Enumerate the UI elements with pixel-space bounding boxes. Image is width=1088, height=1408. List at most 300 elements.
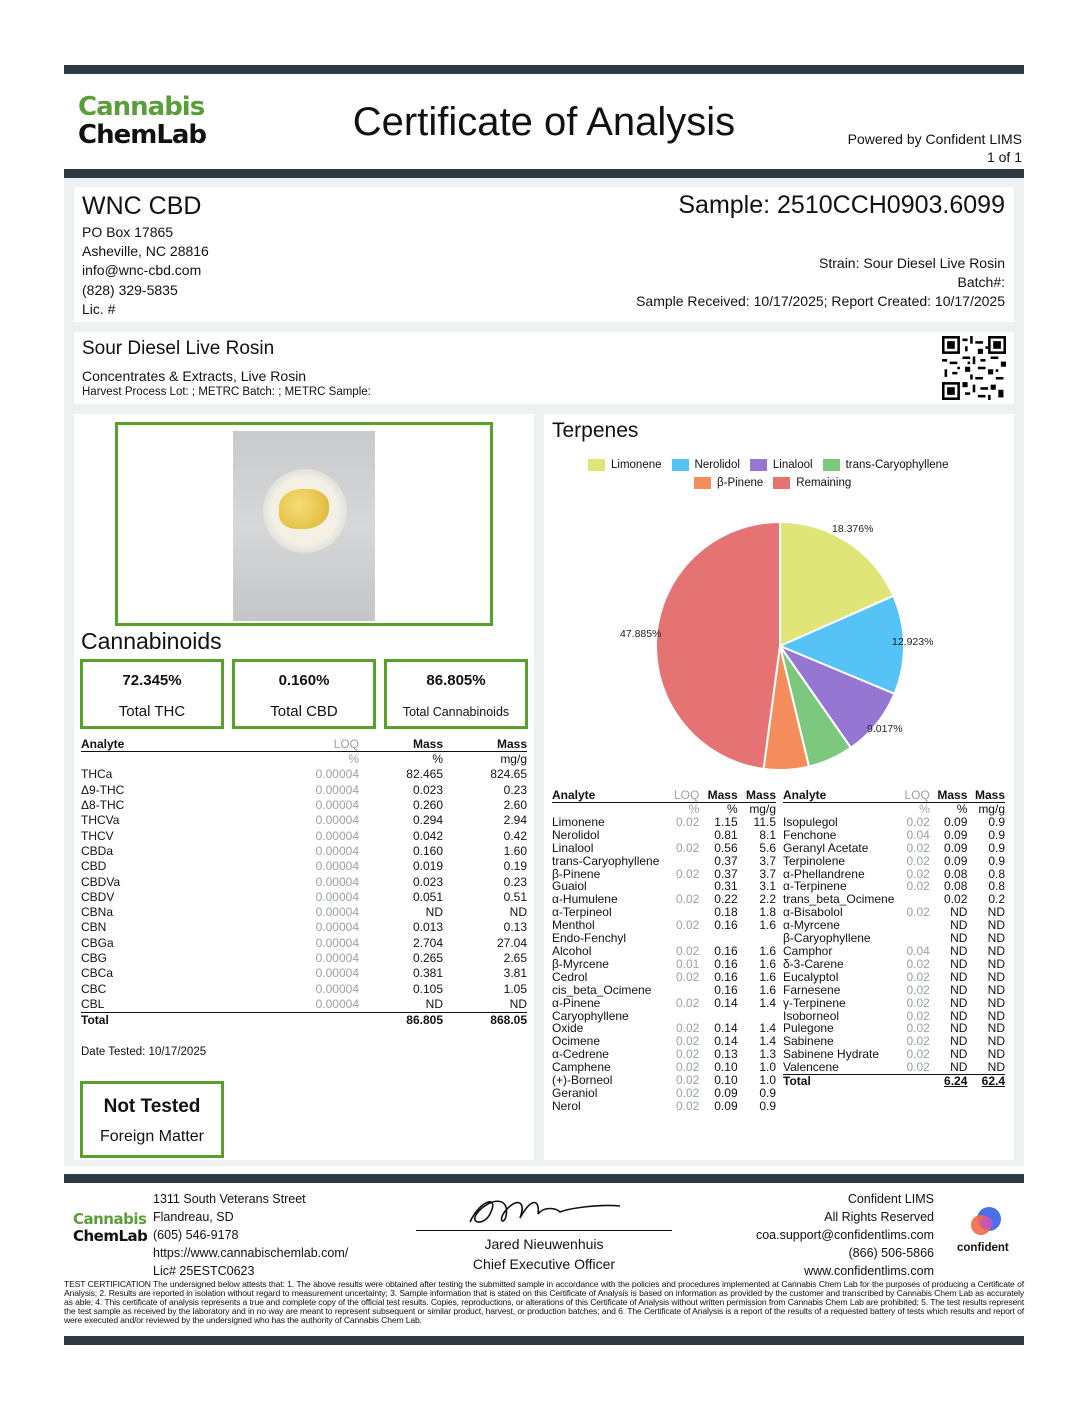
mass-mg-cell: 0.9 <box>988 827 1005 842</box>
mass-mg-cell: ND <box>987 1047 1005 1062</box>
footer-logo: Cannabis ChemLab <box>73 1210 148 1245</box>
table-row <box>552 816 776 829</box>
mass-mg-cell: 0.19 <box>503 859 527 874</box>
loq-cell <box>894 1075 929 1088</box>
analyte-cell: α-Phellandrene <box>783 866 865 881</box>
client-address1: PO Box 17865 <box>82 224 174 240</box>
table-row <box>783 829 1005 842</box>
loq-cell: 0.00004 <box>315 920 359 935</box>
mass-pct-cell: 0.294 <box>412 813 443 828</box>
mass-mg-cell: ND <box>987 1008 1005 1023</box>
table-row <box>81 890 527 905</box>
mass-mg-cell: 2.60 <box>503 798 527 813</box>
table-row <box>81 813 527 828</box>
legend-swatch <box>823 459 840 471</box>
mass-pct-cell: ND <box>950 931 968 946</box>
cannabinoids-table <box>81 737 527 1028</box>
loq-cell: 0.02 <box>906 866 930 881</box>
loq-cell: 0.02 <box>906 1021 930 1036</box>
signature-line <box>416 1230 672 1231</box>
loq-cell: 0.02 <box>906 1034 930 1049</box>
sample-dates: Sample Received: 10/17/2025; Report Created: 10/17/2025 <box>636 293 1005 309</box>
loq-cell: 0.02 <box>906 853 930 868</box>
table-row <box>783 971 1005 984</box>
analyte-cell: Isopulegol <box>783 814 838 829</box>
total-thc-box <box>80 659 224 729</box>
loq-cell: 0.00004 <box>315 996 359 1011</box>
product-photo <box>233 431 375 621</box>
cannabinoids-heading: Cannabinoids <box>81 628 222 654</box>
mass-pct-cell: 0.023 <box>412 874 443 889</box>
page-title: Certificate of Analysis <box>352 100 736 144</box>
legend-item[interactable] <box>672 456 740 474</box>
legend-label: β-Pinene <box>717 477 764 489</box>
table-row <box>552 1074 776 1087</box>
analyte-cell: Geraniol <box>552 1085 598 1100</box>
terpenes-right-header-row: Analyte LOQ Mass Mass <box>783 788 1005 802</box>
table-row <box>81 966 527 981</box>
table-row <box>81 874 527 889</box>
analyte-cell: CBG <box>81 951 108 965</box>
analyte-cell: Cedrol <box>552 969 588 984</box>
mass-mg-cell: ND <box>987 943 1005 958</box>
loq-cell: 0.02 <box>675 943 700 958</box>
analyte-cell: α-Humulene <box>552 892 618 907</box>
loq-cell: 0.01 <box>675 956 700 971</box>
loq-cell: 0.02 <box>675 1073 700 1088</box>
mass-mg-cell: ND <box>987 931 1005 946</box>
table-row <box>552 984 776 997</box>
loq-cell: 0.02 <box>906 814 930 829</box>
mass-pct-cell: 0.09 <box>714 1098 738 1113</box>
mass-mg-cell: ND <box>987 918 1005 933</box>
test-certification: TEST CERTIFICATION The undersigned below attests that: 1. The above results were obtained after testing the submitted sample in accordance with the policies and procedures implemented at Cannabis Chem Lab for the purposes of producing a Certificate of Analysis; 2. Results are reported in isolation without regard to measurement uncertainty; 3. Sample information that is stated on this Certificate of Analysis is based on information as provided by the customer and transcribed by Cannabis Chem Lab as accurately as able; 4. This certificate of analysis represents a true and complete copy of the official test results. Copies, reproductions, or alterations of this Certificate of Analysis without written permission from Cannabis Chem Lab are prohibited; 5. The test results represent the test sample as received by the laboratory and in no way are meant to represent subsequent or similar product, harvest, or production batches; and 6. The Certificate of Analysis is a report of the results of a requested battery of tests which results and report of were executed and/or reviewed by the undersigned who has the authority of Cannabis Chem Lab. <box>64 1279 1024 1325</box>
loq-cell: 0.02 <box>675 969 700 984</box>
analyte-cell: CBL <box>81 996 105 1011</box>
analyte-cell: Camphor <box>783 943 833 958</box>
mass-mg-cell: 0.9 <box>988 853 1005 868</box>
terpenes-left-header-row: Analyte LOQ Mass Mass <box>552 788 776 802</box>
client-phone: (828) 329-5835 <box>82 282 178 298</box>
analyte-cell: trans-Caryophyllene <box>552 853 660 868</box>
loq-cell: 0.02 <box>675 814 700 829</box>
foreign-matter-box <box>80 1081 224 1158</box>
mass-mg-cell: 2.94 <box>503 813 527 828</box>
analyte-cell: Menthol <box>552 918 595 933</box>
table-row <box>783 984 1005 997</box>
mass-mg-cell: 2.2 <box>759 892 776 907</box>
mass-mg-cell: 1.05 <box>503 981 527 996</box>
total-cannabinoids-box <box>384 659 528 729</box>
analyte-cell: Eucalyptol <box>783 969 839 984</box>
mass-mg-cell: 0.9 <box>759 1098 776 1113</box>
table-row <box>81 828 527 843</box>
mass-pct-cell: 0.042 <box>412 828 443 843</box>
table-row <box>81 783 527 798</box>
footer-lab-info <box>153 1190 348 1280</box>
loq-cell: 0.00004 <box>315 905 359 920</box>
mass-pct-cell: 0.18 <box>714 905 738 920</box>
mass-mg-cell: 1.60 <box>503 843 527 858</box>
legend-label: Remaining <box>796 477 852 489</box>
mass-mg-cell: 3.1 <box>759 879 776 894</box>
confident-logo-text: confident <box>957 1242 1009 1254</box>
mass-mg-cell: 1.4 <box>759 995 776 1010</box>
table-row <box>783 842 1005 855</box>
mass-mg-cell: 27.04 <box>496 935 527 950</box>
loq-cell: 0.02 <box>906 1047 930 1062</box>
top-bar <box>64 65 1024 74</box>
table-row <box>552 829 776 842</box>
total-thc-value: 72.345% <box>122 672 182 689</box>
table-row <box>81 951 527 966</box>
table-row <box>783 1061 1005 1074</box>
mass-pct-cell: 0.10 <box>714 1060 738 1075</box>
legend-label: Limonene <box>611 459 662 471</box>
mass-mg-cell: 1.3 <box>759 1047 776 1062</box>
total-thc-label: Total THC <box>118 703 186 720</box>
mass-pct-cell: 0.09 <box>944 814 968 829</box>
analyte-cell: CBDVa <box>81 874 121 889</box>
legend-item[interactable] <box>750 456 813 474</box>
mass-pct-cell: 2.704 <box>412 935 443 950</box>
foreign-matter-label: Foreign Matter <box>99 1128 205 1145</box>
mass-mg-cell: ND <box>987 982 1005 997</box>
lab-address2: Flandreau, SD <box>153 1210 234 1224</box>
analyte-cell: trans_beta_Ocimene <box>783 892 895 907</box>
analyte-cell: Valencene <box>783 1060 839 1075</box>
analyte-cell: CBC <box>81 981 107 996</box>
mass-pct-cell: 0.14 <box>714 1021 738 1036</box>
product-name: Sour Diesel Live Rosin <box>82 338 275 359</box>
analyte-cell: cis_beta_Ocimene <box>552 982 652 997</box>
analyte-cell: β-Pinene <box>552 866 601 881</box>
analyte-cell: γ-Terpinene <box>783 995 846 1010</box>
mass-pct-cell: 0.56 <box>714 840 738 855</box>
mass-pct-cell: ND <box>950 943 968 958</box>
mass-mg-cell: 11.5 <box>753 814 776 829</box>
mass-mg-cell: ND <box>987 969 1005 984</box>
lims-website-link[interactable]: www.confidentlims.com <box>804 1264 934 1278</box>
loq-cell <box>894 919 929 932</box>
legend-item[interactable] <box>694 474 763 492</box>
mass-pct-cell: 0.13 <box>714 1047 738 1062</box>
analyte-cell: Camphene <box>552 1060 611 1075</box>
client-address2: Asheville, NC 28816 <box>82 243 209 259</box>
units-row: % % mg/g <box>919 802 1005 816</box>
mass-pct-cell: ND <box>950 1034 968 1049</box>
mass-mg-cell: ND <box>987 1021 1005 1036</box>
mass-pct-cell: 0.14 <box>714 995 738 1010</box>
table-row <box>552 855 776 868</box>
terpene-pie-chart <box>600 510 980 790</box>
lab-phone: (605) 546-9178 <box>153 1228 239 1242</box>
analyte-cell: Δ9-THC <box>81 782 125 797</box>
table-row <box>552 971 776 984</box>
mass-pct-cell: 1.15 <box>714 814 738 829</box>
analyte-cell: Isoborneol <box>783 1008 840 1023</box>
mass-mg-cell: ND <box>987 956 1005 971</box>
legend-swatch <box>694 477 711 489</box>
loq-cell <box>261 1013 359 1029</box>
analyte-cell: Sabinene <box>783 1034 834 1049</box>
analyte-cell: δ-3-Carene <box>783 956 844 971</box>
mass-pct-cell: 0.019 <box>412 859 443 874</box>
loq-cell: 0.02 <box>906 1008 930 1023</box>
mass-pct-cell: ND <box>425 905 443 920</box>
product-image-frame <box>115 422 493 626</box>
loq-cell: 0.02 <box>675 1034 700 1049</box>
mass-pct-cell: 0.16 <box>714 982 738 997</box>
mass-pct-cell: 0.81 <box>714 827 738 842</box>
col-mass-mg: Mass <box>496 737 527 751</box>
mass-mg-cell: ND <box>509 996 527 1011</box>
mass-pct-cell: 0.16 <box>714 969 738 984</box>
pie-label: 18.376% <box>832 523 874 535</box>
mass-mg-cell: 5.6 <box>759 840 776 855</box>
mass-mg-cell: ND <box>509 905 527 920</box>
loq-cell: 0.02 <box>675 892 700 907</box>
analyte-cell: CBGa <box>81 935 114 950</box>
col-mass-pct: Mass <box>412 737 443 751</box>
legend-item[interactable] <box>773 474 851 492</box>
table-row <box>81 936 527 951</box>
mass-pct-cell: 0.31 <box>714 879 738 894</box>
mass-pct-cell: 0.08 <box>944 879 968 894</box>
table-row <box>81 981 527 996</box>
confident-logo-icon <box>967 1205 1007 1241</box>
total-cbd-value: 0.160% <box>278 672 330 689</box>
lab-address1: 1311 South Veterans Street <box>153 1192 306 1206</box>
mass-mg-cell: 0.8 <box>988 879 1005 894</box>
analyte-cell: THCVa <box>81 813 120 828</box>
mass-mg-cell: 1.8 <box>759 905 776 920</box>
mass-mg-cell: 2.65 <box>503 951 527 965</box>
mass-mg-cell: 1.0 <box>759 1060 776 1075</box>
loq-cell: 0.02 <box>906 879 930 894</box>
mass-pct-cell: 0.381 <box>412 966 443 981</box>
loq-cell: 0.02 <box>906 956 930 971</box>
mass-pct-cell: ND <box>425 996 443 1011</box>
mass-mg-cell: 0.23 <box>503 782 527 797</box>
product-category: Concentrates & Extracts, Live Rosin <box>82 368 307 384</box>
mass-pct-cell: 0.105 <box>412 981 443 996</box>
mass-mg-cell: 0.2 <box>988 892 1005 907</box>
analyte-cell: CBN <box>81 920 107 935</box>
loq-cell: 0.00004 <box>315 889 359 904</box>
loq-cell: 0.02 <box>906 905 930 920</box>
table-row <box>783 997 1005 1010</box>
loq-cell: 0.00004 <box>315 798 359 813</box>
mass-mg-cell: 0.9 <box>988 840 1005 855</box>
analyte-cell: Farnesene <box>783 982 841 997</box>
lab-website-link[interactable]: https://www.cannabischemlab.com/ <box>153 1246 349 1260</box>
pie-label: 9.017% <box>867 723 903 735</box>
analyte-cell: CBNa <box>81 905 114 920</box>
mass-mg-cell: 1.6 <box>759 982 776 997</box>
lims-info: Confident LIMS All Rights Reserved coa.support@confidentlims.com (866) 506-5866 www.confidentlims.com <box>755 1192 934 1278</box>
signature-image <box>460 1190 630 1232</box>
powered-by: Powered by Confident LIMS <box>847 131 1022 147</box>
mass-pct-cell: ND <box>950 995 968 1010</box>
mass-mg-cell: 1.6 <box>759 969 776 984</box>
table-row <box>783 855 1005 868</box>
header-divider <box>64 169 1024 178</box>
analyte-cell: α-Myrcene <box>783 918 840 933</box>
total-cbd-label: Total CBD <box>270 703 338 720</box>
analyte-cell: Guaiol <box>552 879 587 894</box>
loq-cell: 0.02 <box>906 969 930 984</box>
page-number: 1 of 1 <box>986 149 1022 165</box>
legend-label: Nerolidol <box>694 459 740 471</box>
mass-mg-cell: ND <box>987 1034 1005 1049</box>
client-email: info@wnc-cbd.com <box>82 262 202 278</box>
table-row <box>81 905 527 920</box>
mass-mg-cell: 0.9 <box>759 1085 776 1100</box>
loq-cell: 0.00004 <box>315 813 359 828</box>
qr-code-icon[interactable] <box>942 336 1006 400</box>
mass-pct-cell: 6.24 <box>944 1074 968 1089</box>
analyte-cell: Linalool <box>552 840 594 855</box>
mass-pct-cell: 0.09 <box>944 840 968 855</box>
cannabis-chemlab-logo <box>78 94 206 148</box>
loq-cell: 0.00004 <box>315 767 359 782</box>
table-row <box>783 945 1005 958</box>
mass-pct-cell: ND <box>950 905 968 920</box>
mass-mg-cell: 824.65 <box>490 767 527 782</box>
legend-swatch <box>773 477 790 489</box>
total-cannabinoids-label: Total Cannabinoids <box>402 705 510 719</box>
mass-pct-cell: 0.14 <box>714 1034 738 1049</box>
client-name: WNC CBD <box>82 192 202 220</box>
mass-mg-cell: ND <box>987 905 1005 920</box>
loq-cell: 0.02 <box>906 840 930 855</box>
analyte-cell: Endo-Fenchyl Alcohol <box>552 931 627 958</box>
analyte-cell: Caryophyllene Oxide <box>552 1008 629 1036</box>
mass-pct-cell: 0.09 <box>944 853 968 868</box>
analyte-cell: α-Pinene <box>552 995 601 1010</box>
analyte-cell: Nerolidol <box>552 827 600 842</box>
loq-cell: 0.02 <box>675 918 700 933</box>
sample-id: Sample: 2510CCH0903.6099 <box>678 191 1005 219</box>
legend-label: Linalool <box>772 459 813 471</box>
analyte-cell: Total <box>81 1013 109 1028</box>
pie-slice[interactable] <box>656 522 780 769</box>
table-row <box>552 842 776 855</box>
loq-cell: 0.04 <box>906 827 930 842</box>
mass-mg-cell: 0.23 <box>503 874 527 889</box>
analyte-cell: α-Bisabolol <box>783 905 843 920</box>
analyte-cell: THCa <box>81 767 113 782</box>
analyte-cell: Δ8-THC <box>81 798 125 813</box>
mass-pct-cell: 0.265 <box>412 951 443 965</box>
table-row <box>783 958 1005 971</box>
client-license: Lic. # <box>82 301 116 317</box>
col-loq: LOQ <box>333 737 359 751</box>
analyte-cell: CBDa <box>81 843 114 858</box>
analyte-cell: Limonene <box>552 814 605 829</box>
mass-mg-cell: 0.13 <box>503 920 527 935</box>
signer-title: Chief Executive Officer <box>472 1256 616 1272</box>
mass-mg-cell: 868.05 <box>490 1013 527 1028</box>
loq-cell: 0.00004 <box>315 935 359 950</box>
loq-cell: 0.02 <box>675 840 700 855</box>
mass-pct-cell: 0.22 <box>714 892 738 907</box>
units-row: % % mg/g <box>348 752 527 767</box>
analyte-cell: CBDV <box>81 889 115 904</box>
analyte-cell: Pulegone <box>783 1021 834 1036</box>
lims-email-link[interactable]: coa.support@confidentlims.com <box>755 1228 934 1242</box>
loq-cell: 0.02 <box>675 866 700 881</box>
table-row <box>552 932 776 958</box>
loq-cell: 0.02 <box>675 1085 700 1100</box>
terpenes-heading: Terpenes <box>552 419 639 442</box>
loq-cell: 0.00004 <box>315 859 359 874</box>
mass-pct-cell: ND <box>950 1047 968 1062</box>
mass-pct-cell: 0.160 <box>412 843 443 858</box>
analyte-cell: THCV <box>81 828 114 843</box>
pie-label: 12.923% <box>892 636 934 648</box>
mass-pct-cell: 0.09 <box>944 827 968 842</box>
mass-pct-cell: 0.02 <box>944 892 968 907</box>
pie-label: 47.885% <box>620 628 662 640</box>
analyte-cell: Terpinolene <box>783 853 846 868</box>
analyte-cell: Sabinene Hydrate <box>783 1047 880 1062</box>
analyte-cell: Ocimene <box>552 1034 601 1049</box>
table-row <box>81 798 527 813</box>
mass-pct-cell: 0.16 <box>714 943 738 958</box>
mass-pct-cell: 0.023 <box>412 782 443 797</box>
mass-mg-cell: 3.7 <box>759 866 776 881</box>
legend-item[interactable] <box>823 456 949 474</box>
mass-pct-cell: 0.37 <box>714 866 738 881</box>
mass-pct-cell: 0.10 <box>714 1073 738 1088</box>
legend-item[interactable] <box>588 456 662 474</box>
mass-pct-cell: ND <box>950 918 968 933</box>
loq-cell <box>663 855 699 868</box>
mass-pct-cell: 0.16 <box>714 918 738 933</box>
analyte-cell: Total <box>783 1074 811 1089</box>
mass-pct-cell: 0.09 <box>714 1085 738 1100</box>
loq-cell <box>663 984 699 997</box>
table-row <box>552 997 776 1010</box>
mass-mg-cell: 0.42 <box>503 828 527 843</box>
lab-license: Lic# 25ESTC0623 <box>153 1264 255 1278</box>
mass-pct-cell: 0.051 <box>412 889 443 904</box>
legend-swatch <box>588 459 605 471</box>
loq-cell: 0.02 <box>906 982 930 997</box>
mass-mg-cell: 1.0 <box>759 1073 776 1088</box>
terpenes-table-left <box>552 788 776 1113</box>
mass-mg-cell: 0.51 <box>503 889 527 904</box>
analyte-cell: Geranyl Acetate <box>783 840 869 855</box>
table-row <box>81 844 527 859</box>
date-tested: Date Tested: 10/17/2025 <box>81 1046 207 1058</box>
mass-pct-cell: ND <box>950 1008 968 1023</box>
table-row <box>81 859 527 874</box>
mass-mg-cell: 1.6 <box>759 956 776 971</box>
mass-mg-cell: 62.4 <box>981 1074 1005 1089</box>
total-cbd-box <box>232 659 376 729</box>
legend-label: trans-Caryophyllene <box>845 459 949 471</box>
table-row <box>783 816 1005 829</box>
cannabinoids-header-row <box>81 737 527 752</box>
table-row <box>81 997 527 1013</box>
mass-pct-cell: 0.37 <box>714 853 738 868</box>
mass-pct-cell: ND <box>950 956 968 971</box>
signer-name: Jared Nieuwenhuis <box>484 1236 604 1252</box>
mass-pct-cell: 0.013 <box>412 920 443 935</box>
